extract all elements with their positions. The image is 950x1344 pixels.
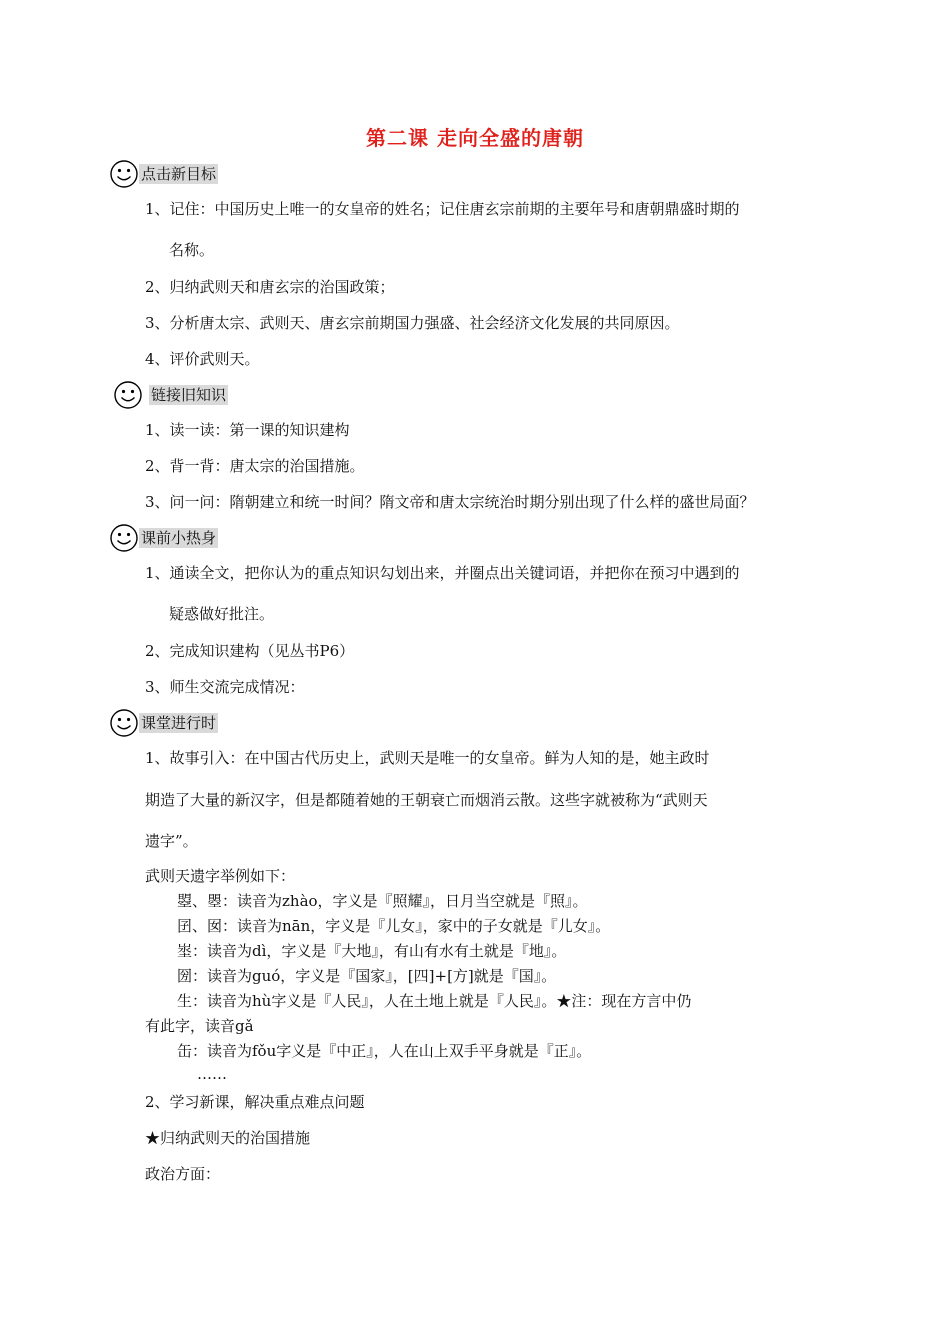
example-line: 圀：读音为guó，字义是『国家』，[四]+[方]就是『国』。 bbox=[177, 967, 557, 985]
list-item: 3、问一问：隋朝建立和统一时间？隋文帝和唐太宗统治时期分别出现了什么样的盛世局面？ bbox=[145, 493, 755, 511]
list-item: 2、背一背：唐太宗的治国措施。 bbox=[145, 457, 365, 475]
list-item: 3、师生交流完成情况： bbox=[145, 678, 305, 696]
ellipsis: …… bbox=[197, 1065, 227, 1083]
paragraph-line: 遗字”。 bbox=[145, 832, 198, 850]
list-item: 1、读一读：第一课的知识建构 bbox=[145, 421, 350, 439]
paragraph-line: 1、故事引入：在中国古代历史上，武则天是唯一的女皇帝。鲜为人知的是，她主政时 bbox=[145, 749, 710, 767]
smiley-icon bbox=[113, 380, 143, 410]
list-item: 2、归纳武则天和唐玄宗的治国政策； bbox=[145, 278, 395, 296]
section-header-warmup bbox=[109, 527, 218, 549]
list-item: 4、评价武则天。 bbox=[145, 350, 260, 368]
example-line: 曌、瞾：读音为zhào，字义是『照耀』，日月当空就是『照』。 bbox=[177, 892, 588, 910]
list-item: 2、完成知识建构（见丛书P6） bbox=[145, 642, 355, 660]
page-title: 第二课 走向全盛的唐朝 bbox=[366, 126, 584, 150]
section-header-review bbox=[113, 384, 228, 406]
focus-heading: ★归纳武则天的治国措施 bbox=[145, 1129, 311, 1147]
section-label: 课堂进行时 bbox=[141, 714, 217, 732]
list-item: 3、分析唐太宗、武则天、唐玄宗前期国力强盛、社会经济文化发展的共同原因。 bbox=[145, 314, 680, 332]
smiley-icon bbox=[109, 159, 139, 189]
smiley-icon bbox=[109, 708, 139, 738]
example-line: 生：读音为hù字义是『人民』，人在土地上就是『人民』。★注：现在方言中仍 bbox=[177, 992, 692, 1010]
list-item: 疑惑做好批注。 bbox=[169, 605, 275, 623]
section-label: 点击新目标 bbox=[141, 165, 217, 183]
paragraph-line: 期造了大量的新汉字，但是都随着她的王朝衰亡而烟消云散。这些字就被称为“武则天 bbox=[145, 791, 708, 809]
list-item: 名称。 bbox=[169, 241, 215, 259]
section-label: 课前小热身 bbox=[141, 529, 217, 547]
list-item: 1、通读全文，把你认为的重点知识勾划出来，并圈点出关键词语，并把你在预习中遇到的 bbox=[145, 564, 740, 582]
example-line: 埊：读音为dì，字义是『大地』，有山有水有土就是『地』。 bbox=[177, 942, 567, 960]
step-heading: 2、学习新课，解决重点难点问题 bbox=[145, 1093, 365, 1111]
list-item: 1、记住：中国历史上唯一的女皇帝的姓名；记住唐玄宗前期的主要年号和唐朝鼎盛时期的 bbox=[145, 200, 740, 218]
examples-intro: 武则天遗字举例如下： bbox=[145, 867, 296, 885]
subheading-politics: 政治方面： bbox=[145, 1165, 221, 1183]
smiley-icon bbox=[109, 523, 139, 553]
example-line: 囝、囡：读音为nān，字义是『儿女』，家中的子女就是『儿女』。 bbox=[177, 917, 611, 935]
example-line: 缶：读音为fǒu字义是『中正』，人在山上双手平身就是『正』。 bbox=[177, 1042, 592, 1060]
example-line: 有此字，读音gǎ bbox=[145, 1017, 254, 1035]
section-label: 链接旧知识 bbox=[151, 386, 227, 404]
section-header-classroom bbox=[109, 712, 218, 734]
section-header-objectives bbox=[109, 163, 218, 185]
